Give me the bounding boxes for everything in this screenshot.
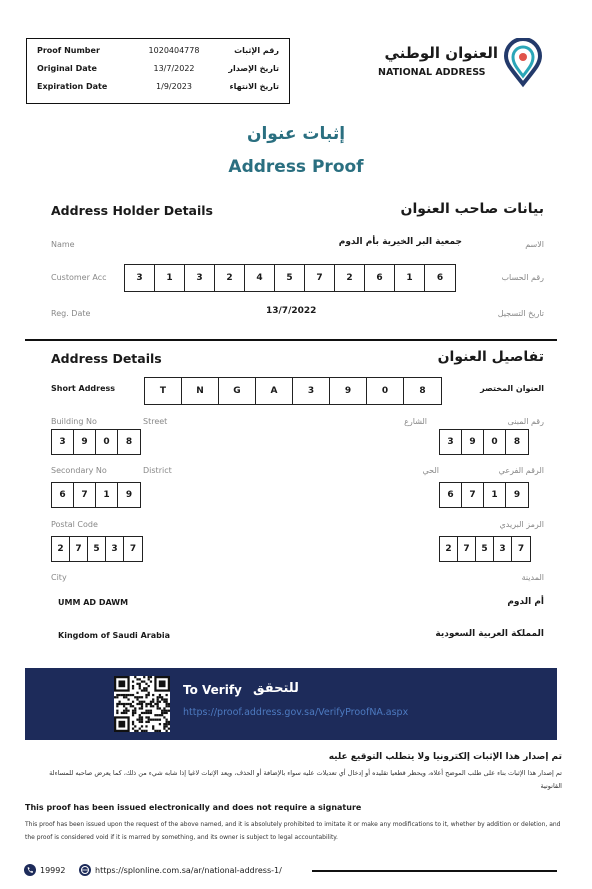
address-heading-ar: تفاصيل العنوان [437, 349, 544, 365]
digit-box: 4 [245, 265, 275, 291]
notice-title-ar: تم إصدار هذا الإثبات إلكترونيا ولا يتطلب التوقيع عليه [328, 752, 562, 762]
building-boxes-ar [439, 429, 529, 455]
digit-box: 3 [52, 430, 74, 454]
digit-box: 9 [125, 490, 133, 500]
short-address-boxes [144, 377, 442, 405]
digit-box: 3 [125, 265, 155, 291]
globe-icon [79, 864, 91, 876]
digit-box: 7 [305, 265, 335, 291]
digit-box: 3 [293, 378, 330, 404]
district-label: District [143, 466, 172, 475]
digit-box: 9 [462, 430, 484, 454]
secondary-boxes [51, 482, 141, 508]
digit-box: 8 [513, 437, 521, 447]
digit-box: N [182, 378, 219, 404]
building-label-ar: رقم المبنى [507, 417, 544, 426]
proof-info-box [26, 38, 290, 104]
customer-acc-boxes [124, 264, 456, 292]
proof-number-label: Proof Number [37, 46, 100, 55]
section-divider [25, 339, 557, 341]
digit-box: 8 [419, 386, 426, 396]
name-label-ar: الاسم [525, 240, 544, 249]
secondary-label-ar: الرقم الفرعي [498, 466, 544, 475]
original-date-label-ar: تاريخ الإصدار [228, 64, 279, 73]
digit-box: 0 [96, 430, 118, 454]
country-value-ar: المملكة العربية السعودية [435, 629, 544, 639]
digit-box: 7 [74, 483, 96, 507]
logo-text-en: NATIONAL ADDRESS [378, 67, 486, 78]
original-date-row [27, 64, 289, 82]
building-label: Building No [51, 417, 97, 426]
holder-heading-en: Address Holder Details [51, 203, 213, 218]
original-date-value: 13/7/2022 [153, 64, 195, 73]
title-ar: إثبات عنوان [246, 124, 346, 144]
digit-box: 1 [484, 483, 506, 507]
verify-label-en: To Verify [183, 683, 242, 697]
digit-box: 2 [52, 537, 70, 561]
customer-acc-label-ar: رقم الحساب [501, 273, 544, 282]
expiration-date-row [27, 82, 289, 100]
notice-body-ar: تم إصدار هذا الإثبات بناء على طلب الموضح أعلاه، ويحظر قطعيا تقليده أو إدخال أي تعديلات عليه سواء بالإضافة أو الحذف، ويعد الإثبات لاغيا إذا شابه شيء من ذلك، كما يعرض صاحبه للمساءلة القانونية [49, 769, 562, 790]
expiration-date-label-ar: تاريخ الانتهاء [229, 82, 279, 91]
digit-box: 9 [74, 430, 96, 454]
digit-box: G [219, 378, 256, 404]
digit-box: 3 [185, 265, 215, 291]
address-heading-en: Address Details [51, 351, 162, 366]
digit-box: 1 [96, 483, 118, 507]
digit-box: 5 [88, 537, 106, 561]
name-value: جمعية البر الخيرية بأم الدوم [338, 237, 462, 247]
digit-box: 3 [494, 537, 512, 561]
city-value-ar: أم الدوم [507, 597, 544, 607]
digit-box: 2 [440, 537, 458, 561]
digit-box: 6 [436, 273, 444, 283]
short-address-label: Short Address [51, 384, 116, 393]
logo-text-ar: العنوان الوطني [384, 44, 498, 62]
digit-box: 8 [125, 437, 133, 447]
digit-box: 7 [462, 483, 484, 507]
reg-date-label: Reg. Date [51, 309, 91, 318]
city-value: UMM AD DAWM [58, 598, 129, 607]
digit-box: 3 [106, 537, 124, 561]
district-label-ar: الحي [422, 466, 439, 475]
digit-box: 0 [484, 430, 506, 454]
phone-icon [24, 864, 36, 876]
digit-box: 1 [395, 265, 425, 291]
digit-box: 1 [155, 265, 185, 291]
digit-box: 9 [330, 378, 367, 404]
digit-box: 6 [365, 265, 395, 291]
footer-divider [312, 870, 557, 872]
city-label-ar: المدينة [521, 573, 544, 582]
notice-title-en: This proof has been issued electronically and does not require a signature [25, 803, 362, 812]
verify-banner [25, 668, 557, 740]
national-address-logo [378, 44, 498, 84]
digit-box: 6 [52, 483, 74, 507]
footer-phone: 19992 [40, 866, 66, 875]
digit-box: T [145, 378, 182, 404]
secondary-label: Secondary No [51, 466, 107, 475]
digit-box: 7 [129, 544, 137, 554]
postal-label: Postal Code [51, 520, 98, 529]
qr-code-icon[interactable] [114, 676, 170, 732]
name-label: Name [51, 240, 75, 249]
proof-number-row [27, 46, 289, 64]
customer-acc-label: Customer Acc [51, 273, 107, 282]
digit-box: A [256, 378, 293, 404]
digit-box: 0 [367, 378, 404, 404]
reg-date-label-ar: تاريخ التسجيل [497, 309, 544, 318]
city-label: City [51, 573, 67, 582]
secondary-boxes-ar [439, 482, 529, 508]
proof-number-label-ar: رقم الإثبات [234, 46, 279, 55]
country-value: Kingdom of Saudi Arabia [58, 631, 170, 640]
street-label-ar: الشارع [404, 417, 427, 426]
proof-number-value: 1020404778 [148, 46, 200, 55]
digit-box: 3 [440, 430, 462, 454]
original-date-label: Original Date [37, 64, 97, 73]
street-label: Street [143, 417, 168, 426]
expiration-date-label: Expiration Date [37, 82, 108, 91]
short-address-label-ar: العنوان المختصر [480, 384, 544, 393]
title-en: Address Proof [228, 157, 364, 177]
postal-boxes-ar [439, 536, 531, 562]
postal-label-ar: الرمز البريدي [499, 520, 544, 529]
footer-url[interactable]: https://splonline.com.sa/ar/national-address-1/ [95, 866, 282, 875]
digit-box: 2 [335, 265, 365, 291]
digit-box: 2 [215, 265, 245, 291]
reg-date-value: 13/7/2022 [266, 306, 317, 316]
verify-link[interactable]: https://proof.address.gov.sa/VerifyProofNA.aspx [183, 707, 409, 718]
verify-label-ar: للتحقق [253, 681, 299, 696]
digit-box: 6 [440, 483, 462, 507]
logo-pin-icon [498, 38, 548, 88]
holder-heading-ar: بيانات صاحب العنوان [400, 201, 544, 217]
building-boxes [51, 429, 141, 455]
digit-box: 7 [458, 537, 476, 561]
digit-box: 7 [517, 544, 525, 554]
digit-box: 5 [275, 265, 305, 291]
expiration-date-value: 1/9/2023 [156, 82, 192, 91]
digit-box: 7 [70, 537, 88, 561]
postal-boxes [51, 536, 143, 562]
notice-body-en: This proof has been issued upon the request of the above named, and it is absolutely prohibited to imitate it or make any modifications to it, whether by addition or deletion, and the proof is considered void if it is marred by something, and its owner is subject to legal accountability. [25, 821, 561, 841]
digit-box: 9 [513, 490, 521, 500]
digit-box: 5 [476, 537, 494, 561]
